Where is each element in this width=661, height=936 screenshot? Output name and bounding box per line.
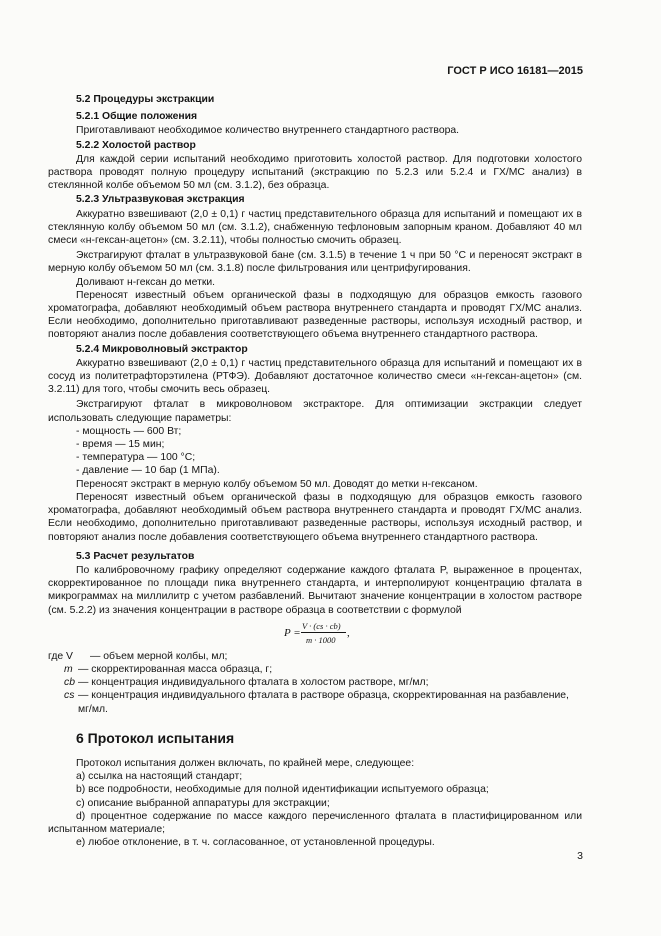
section-5-2-2-title: 5.2.2 Холостой раствор: [76, 139, 196, 151]
paragraph: Экстрагируют фталат в ультразвуковой бане (см. 3.1.5) в течение 1 ч при 50 °С и переносят экстракт в мерную колбу объемом 50 мл (см. 3.1.8) после фильтрования или центрифугирования.: [48, 250, 582, 275]
definition-text: — объем мерной колбы, мл;: [90, 650, 228, 662]
param-item: - мощность — 600 Вт;: [76, 425, 182, 437]
section-5-2-1-title: 5.2.1 Общие положения: [76, 111, 198, 123]
paragraph: Переносят известный объем органической фазы в подходящую для образцов емкость газового хроматографа, добавляют необходимый объем раствора внутреннего стандарта и проводят ГХ/МС анализ. Если необходимо, дополнительно приготавливают разведенные растворы, используя исходный раствор, и повторяют анализ после добавления соответствующего объема внутреннего стандартного раствора.: [48, 491, 582, 543]
definition-row: [48, 650, 582, 663]
section-5-2-3-title: 5.2.3 Ультразвуковая экстракция: [76, 194, 245, 206]
section-5-3-title: 5.3 Расчет результатов: [76, 550, 195, 562]
definition-symbol: где V: [48, 650, 73, 662]
paragraph: Экстрагируют фталат в микроволновом экстракторе. Для оптимизации экстракции следует использовать следующие параметры:: [48, 399, 582, 424]
definition-text: — концентрация индивидуального фталата в холостом растворе, мг/мл;: [78, 677, 429, 689]
fraction-bar: [301, 632, 346, 633]
section-6-title: 6 Протокол испытания: [76, 729, 235, 746]
formula-lhs: P =: [284, 626, 301, 639]
paragraph: Переносят известный объем органической фазы в подходящую для образцов емкость газового хроматографа, добавляют необходимый объем раствора внутреннего стандарта и проводят ГХ/МС анализ. Если необходимо, дополнительно приготавливают разведенные растворы, используя исходный раствор, и повторяют анализ после добавления соответствующего объема внутреннего стандартного раствора.: [48, 289, 582, 341]
report-item: e) любое отклонение, в т. ч. согласованное, от установленной процедуры.: [76, 837, 435, 849]
paragraph: Для каждой серии испытаний необходимо приготовить холостой раствор. Для подготовки холостого раствора проводят полную процедуру испытаний (экстракцию по 5.2.3 или 5.2.4 и ГХ/МС анализ) в стеклянной колбе объемом 50 мл (см. 3.1.2), без образца.: [48, 153, 582, 192]
paragraph: По калибровочному графику определяют содержание каждого фталата P, выраженное в процентах, скорректированное по площади пика внутреннего стандарта, и интерполируют концентрацию фталата в микрограммах на миллилитр с учетом разбавлений. Вычитают значение концентрации в холостом растворе (см. 5.2.2) из значения концентрации в растворе образца в соответствии с формулой: [48, 564, 582, 616]
paragraph: Протокол испытания должен включать, по крайней мере, следующее:: [76, 757, 415, 769]
formula-numerator: V · (cs · cb): [302, 620, 341, 631]
definition-row: [48, 689, 582, 715]
concentration-formula: [48, 620, 582, 646]
section-5-2-title: 5.2 Процедуры экстракции: [76, 94, 215, 105]
definition-row: [48, 676, 582, 689]
param-item: - температура — 100 °С;: [76, 452, 196, 464]
definition-symbol: cs: [64, 690, 75, 702]
paragraph: Аккуратно взвешивают (2,0 ± 0,1) г частиц представительного образца для испытаний и помещают их в сосуд из политетрафторэтилена (РТФЭ). Добавляют достаточное количество смеси «н-гексан-ацетон» (см. 3.2.11) для того, чтобы смочить весь образец.: [48, 357, 582, 396]
definition-symbol: m: [64, 663, 73, 675]
report-item: d) процентное содержание по массе каждого перечисленного фталата в пластифицированном или испытанном материале;: [48, 810, 582, 835]
formula-comma: ,: [347, 626, 350, 639]
param-item: - время — 15 мин;: [76, 439, 165, 451]
section-5-2-4-title: 5.2.4 Микроволновый экстрактор: [76, 343, 248, 355]
report-item: c) описание выбранной аппаратуры для экстракции;: [76, 797, 330, 809]
report-item: a) ссылка на настоящий стандарт;: [76, 771, 243, 783]
report-item: b) все подробности, необходимые для полной идентификации испытуемого образца;: [76, 784, 489, 796]
definition-symbol: cb: [64, 677, 75, 689]
paragraph: Аккуратно взвешивают (2,0 ± 0,1) г частиц представительного образца для испытаний и помещают их в стеклянную колбу объемом 50 мл (см. 3.1.2), снабженную тефлоновым запорным краном. Добавляют 40 мл смеси «н-гексан-ацетон» (см. 3.2.11), чтобы полностью смочить образец.: [48, 208, 582, 247]
definition-row: [48, 663, 582, 676]
standard-header: ГОСТ Р ИСО 16181—2015: [447, 65, 583, 77]
paragraph: Доливают н-гексан до метки.: [76, 276, 216, 288]
paragraph: Переносят экстракт в мерную колбу объемом 50 мл. Доводят до метки н-гексаном.: [76, 478, 478, 490]
page-number: 3: [577, 850, 583, 862]
variable-definitions: [48, 650, 582, 716]
definition-text: — концентрация индивидуального фталата в растворе образца, скорректированная на разбавление, мг/мл.: [78, 690, 569, 715]
definition-text: — скорректированная масса образца, г;: [78, 663, 273, 675]
page-content: [48, 93, 582, 849]
paragraph: Приготавливают необходимое количество внутреннего стандартного раствора.: [76, 125, 460, 137]
param-item: - давление — 10 бар (1 МПа).: [76, 465, 220, 477]
formula-denominator: m · 1000: [306, 634, 336, 645]
